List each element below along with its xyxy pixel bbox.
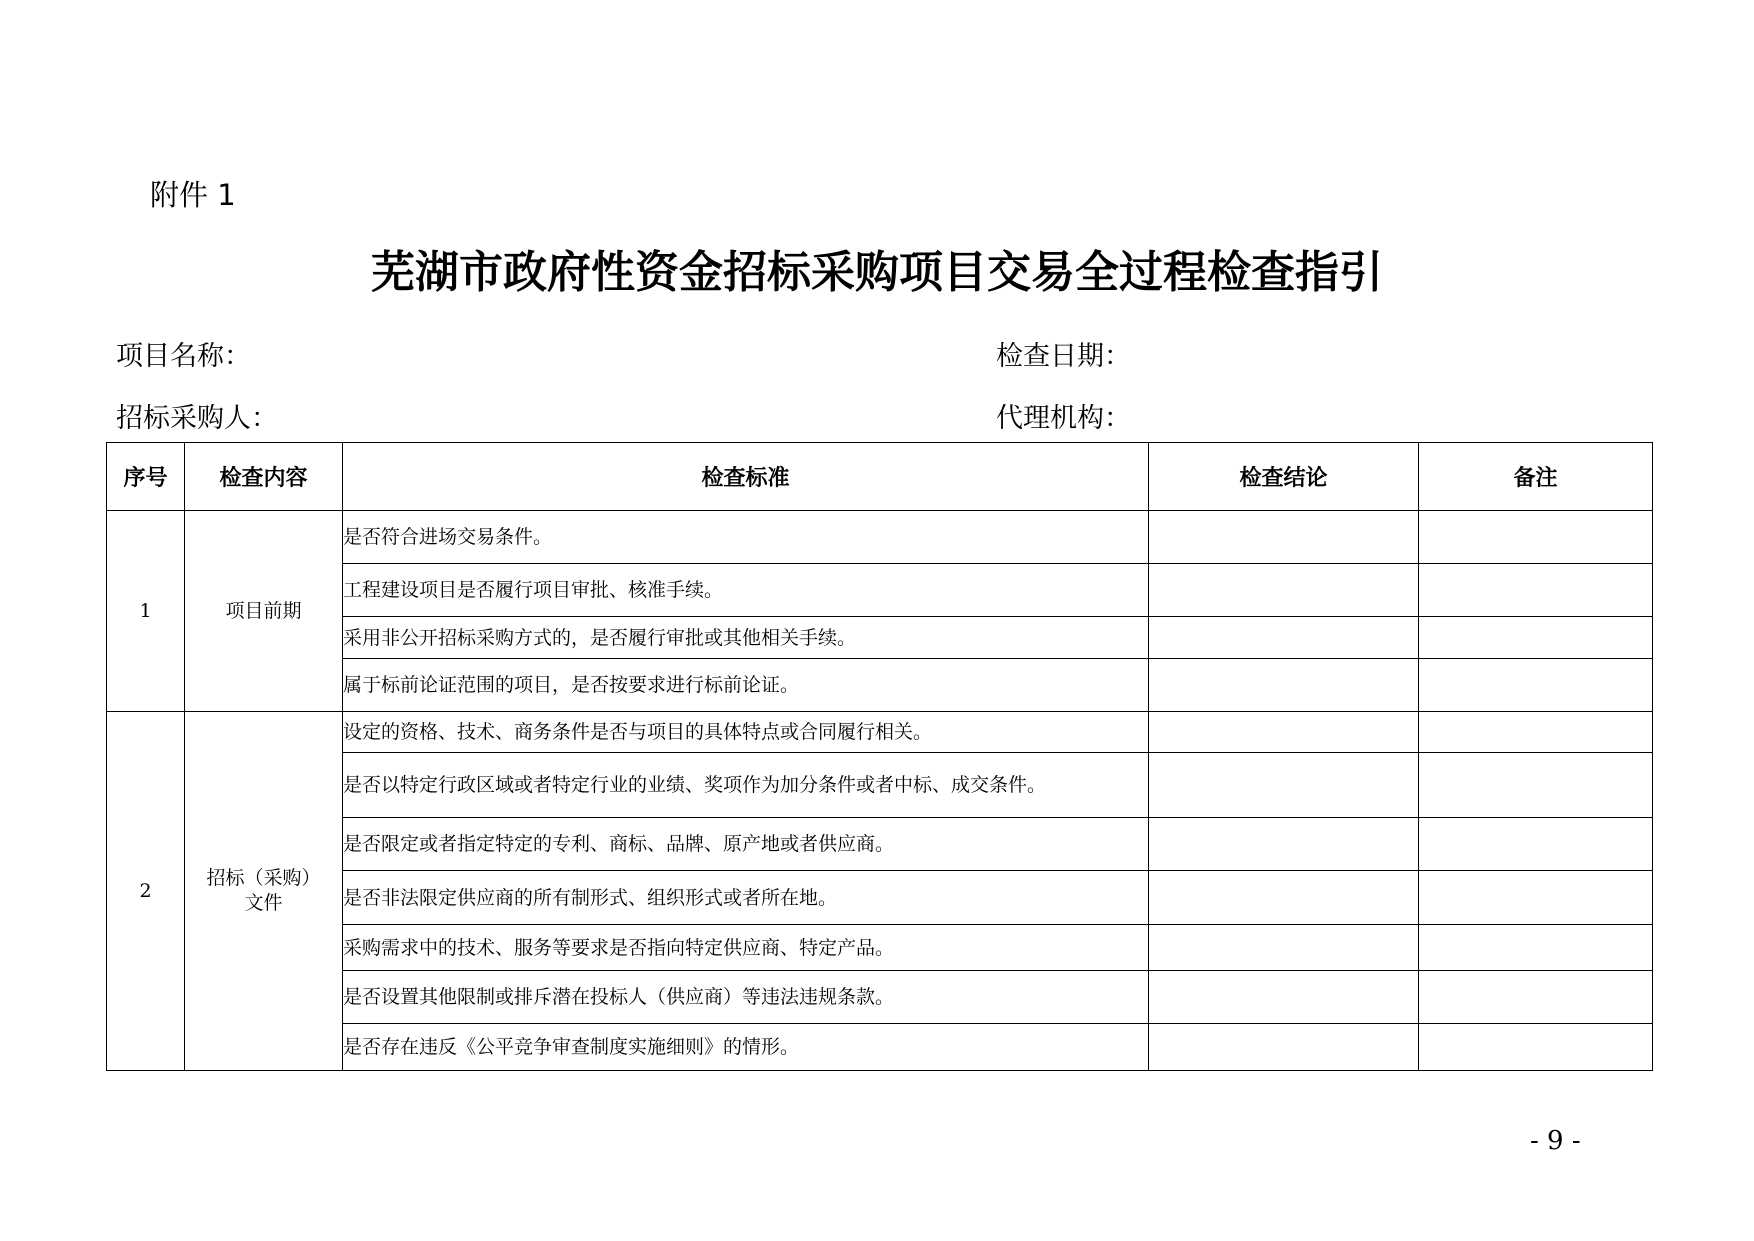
table-row [107, 511, 1653, 564]
remarks-cell[interactable] [1419, 659, 1653, 712]
criterion-cell: 是否符合进场交易条件。 [343, 511, 1149, 564]
group-2-content [185, 712, 343, 1071]
purchaser-field: 招标采购人： [116, 403, 278, 434]
remarks-cell[interactable] [1419, 617, 1653, 659]
group-2-serial: 2 [107, 712, 185, 1071]
remarks-cell[interactable] [1419, 1024, 1653, 1071]
header-check-content: 检查内容 [185, 443, 343, 511]
agency-field: 代理机构： [996, 403, 1131, 434]
criterion-cell: 是否存在违反《公平竞争审查制度实施细则》的情形。 [343, 1024, 1149, 1071]
conclusion-cell[interactable] [1149, 511, 1419, 564]
header-remarks: 备注 [1419, 443, 1653, 511]
document-title: 芜湖市政府性资金招标采购项目交易全过程检查指引 [371, 247, 1383, 298]
conclusion-cell[interactable] [1149, 925, 1419, 971]
criterion-cell: 是否以特定行政区域或者特定行业的业绩、奖项作为加分条件或者中标、成交条件。 [343, 753, 1149, 818]
remarks-cell[interactable] [1419, 971, 1653, 1024]
remarks-cell[interactable] [1419, 564, 1653, 617]
conclusion-cell[interactable] [1149, 753, 1419, 818]
conclusion-cell[interactable] [1149, 971, 1419, 1024]
conclusion-cell[interactable] [1149, 871, 1419, 925]
group-2-content-line2: 文件 [244, 892, 283, 914]
remarks-cell[interactable] [1419, 871, 1653, 925]
header-serial: 序号 [107, 443, 185, 511]
remarks-cell[interactable] [1419, 818, 1653, 871]
group-2-content-line1: 招标（采购） [206, 867, 321, 889]
remarks-cell[interactable] [1419, 712, 1653, 753]
remarks-cell[interactable] [1419, 511, 1653, 564]
criterion-cell: 设定的资格、技术、商务条件是否与项目的具体特点或合同履行相关。 [343, 712, 1149, 753]
group-1-content: 项目前期 [185, 511, 343, 712]
table-header-row [107, 443, 1653, 511]
header-conclusion: 检查结论 [1149, 443, 1419, 511]
conclusion-cell[interactable] [1149, 659, 1419, 712]
criterion-cell: 是否非法限定供应商的所有制形式、组织形式或者所在地。 [343, 871, 1149, 925]
criterion-cell: 采购需求中的技术、服务等要求是否指向特定供应商、特定产品。 [343, 925, 1149, 971]
page-number: - 9 - [1530, 1126, 1581, 1156]
conclusion-cell[interactable] [1149, 564, 1419, 617]
criterion-cell: 采用非公开招标采购方式的，是否履行审批或其他相关手续。 [343, 617, 1149, 659]
attachment-label: 附件 1 [150, 178, 236, 212]
conclusion-cell[interactable] [1149, 617, 1419, 659]
remarks-cell[interactable] [1419, 753, 1653, 818]
conclusion-cell[interactable] [1149, 818, 1419, 871]
conclusion-cell[interactable] [1149, 712, 1419, 753]
inspection-checklist-table [106, 442, 1653, 1071]
criterion-cell: 属于标前论证范围的项目，是否按要求进行标前论证。 [343, 659, 1149, 712]
conclusion-cell[interactable] [1149, 1024, 1419, 1071]
group-1-serial: 1 [107, 511, 185, 712]
criterion-cell: 工程建设项目是否履行项目审批、核准手续。 [343, 564, 1149, 617]
criterion-cell: 是否设置其他限制或排斥潜在投标人（供应商）等违法违规条款。 [343, 971, 1149, 1024]
remarks-cell[interactable] [1419, 925, 1653, 971]
criterion-cell: 是否限定或者指定特定的专利、商标、品牌、原产地或者供应商。 [343, 818, 1149, 871]
project-name-field: 项目名称： [116, 341, 251, 372]
header-check-standard: 检查标准 [343, 443, 1149, 511]
table-row [107, 712, 1653, 753]
check-date-field: 检查日期： [996, 341, 1131, 372]
